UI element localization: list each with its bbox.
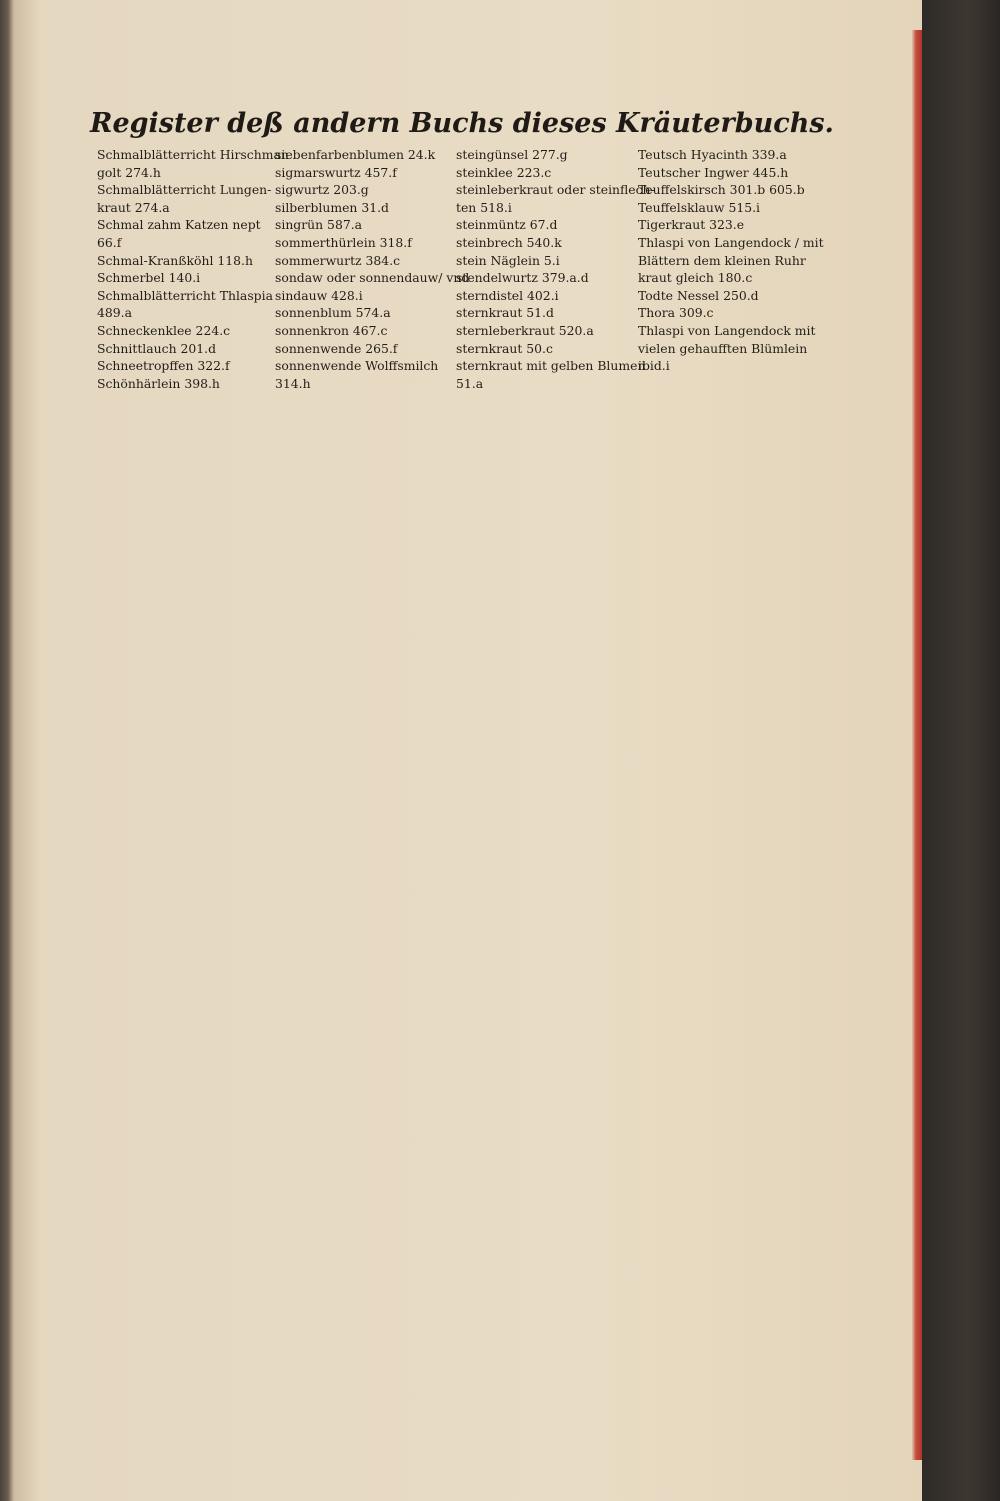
entry-13: Schneetropffen 322.f	[97, 358, 230, 374]
entry-12: sternkraut 50.c	[456, 340, 553, 356]
entry-11: sternleberkraut 520.a	[456, 322, 594, 338]
entry-7: stein Näglein 5.i	[456, 252, 560, 268]
book-spine	[922, 0, 1000, 1501]
entry-1: Teutsch Hyacinth 339.a	[638, 147, 787, 162]
entry-2: Teutscher Ingwer 445.h	[638, 164, 789, 180]
entry-12: Schnittlauch 201.d	[97, 340, 217, 356]
entry-1: steingünsel 277.g	[456, 147, 568, 162]
entry-3: Teuffelskirsch 301.b 605.b	[638, 182, 805, 198]
entry-3: sigwurtz 203.g	[275, 182, 369, 198]
entry-7: Schmal-Kranßköhl 118.h	[97, 252, 253, 268]
entry-14: Schönhärlein 398.h	[97, 375, 220, 391]
entry-2: steinklee 223.c	[456, 164, 552, 180]
entry-2: sigmarswurtz 457.f	[275, 164, 397, 180]
entry-1: Schmalblätterricht Hirschman	[97, 147, 289, 162]
entry-14: 51.a	[456, 375, 484, 391]
entry-8: Schmerbel 140.i	[97, 270, 201, 286]
entry-3: steinleberkraut oder steinflech-	[456, 182, 655, 198]
entry-5: Tigerkraut 323.e	[638, 217, 745, 233]
entry-9: Schmalblätterricht Thlaspia	[97, 287, 273, 303]
entry-5: Schmal zahm Katzen nept	[97, 217, 261, 233]
entry-6: sommerthürlein 318.f	[275, 234, 412, 250]
entry-8: kraut gleich 180.c	[638, 270, 753, 286]
column-2	[275, 146, 469, 392]
register-title: Register deß andern Buchs dieses Kräuterbuchs.	[90, 108, 834, 139]
entry-8: stendelwurtz 379.a.d	[456, 270, 589, 286]
entry-4: kraut 274.a	[97, 199, 170, 215]
entry-6: 66.f	[97, 234, 122, 250]
entry-12: vielen gehaufften Blümlein	[638, 340, 808, 356]
entry-6: steinbrech 540.k	[456, 234, 562, 250]
entry-14: 314.h	[275, 375, 311, 391]
entry-5: steinmüntz 67.d	[456, 217, 558, 233]
entry-12: sonnenwende 265.f	[275, 340, 398, 356]
entry-6: Thlaspi von Langendock / mit	[638, 234, 824, 250]
entry-10: sternkraut 51.d	[456, 305, 554, 321]
entry-9: sterndistel 402.i	[456, 287, 559, 303]
entry-8: sondaw oder sonnendauw/ vnd	[275, 270, 470, 286]
entry-11: Thlaspi von Langendock mit	[638, 322, 816, 338]
entry-10: 489.a	[97, 305, 132, 321]
entry-4: Teuffelsklauw 515.i	[638, 199, 761, 215]
entry-9: Todte Nessel 250.d	[638, 287, 759, 303]
entry-13: sonnenwende Wolffsmilch	[275, 358, 439, 374]
entry-13: ibid.i	[638, 358, 670, 374]
entry-13: sternkraut mit gelben Blumen	[456, 358, 646, 374]
entry-9: sindauw 428.i	[275, 287, 363, 303]
entry-2: golt 274.h	[97, 164, 161, 180]
entry-5: singrün 587.a	[275, 217, 363, 233]
entry-1: siebenfarbenblumen 24.k	[275, 147, 436, 162]
column-1	[97, 146, 289, 392]
entry-3: Schmalblätterricht Lungen-	[97, 182, 272, 198]
entry-7: sommerwurtz 384.c	[275, 252, 401, 268]
entry-10: Thora 309.c	[638, 305, 714, 321]
entry-10: sonnenblum 574.a	[275, 305, 391, 321]
red-page-edge	[912, 30, 922, 1460]
entry-11: sonnenkron 467.c	[275, 322, 388, 338]
entry-4: ten 518.i	[456, 199, 512, 215]
column-4	[638, 146, 824, 375]
entry-4: silberblumen 31.d	[275, 199, 389, 215]
column-3	[456, 146, 655, 392]
entry-11: Schneckenklee 224.c	[97, 322, 231, 338]
entry-7: Blättern dem kleinen Ruhr	[638, 252, 806, 268]
